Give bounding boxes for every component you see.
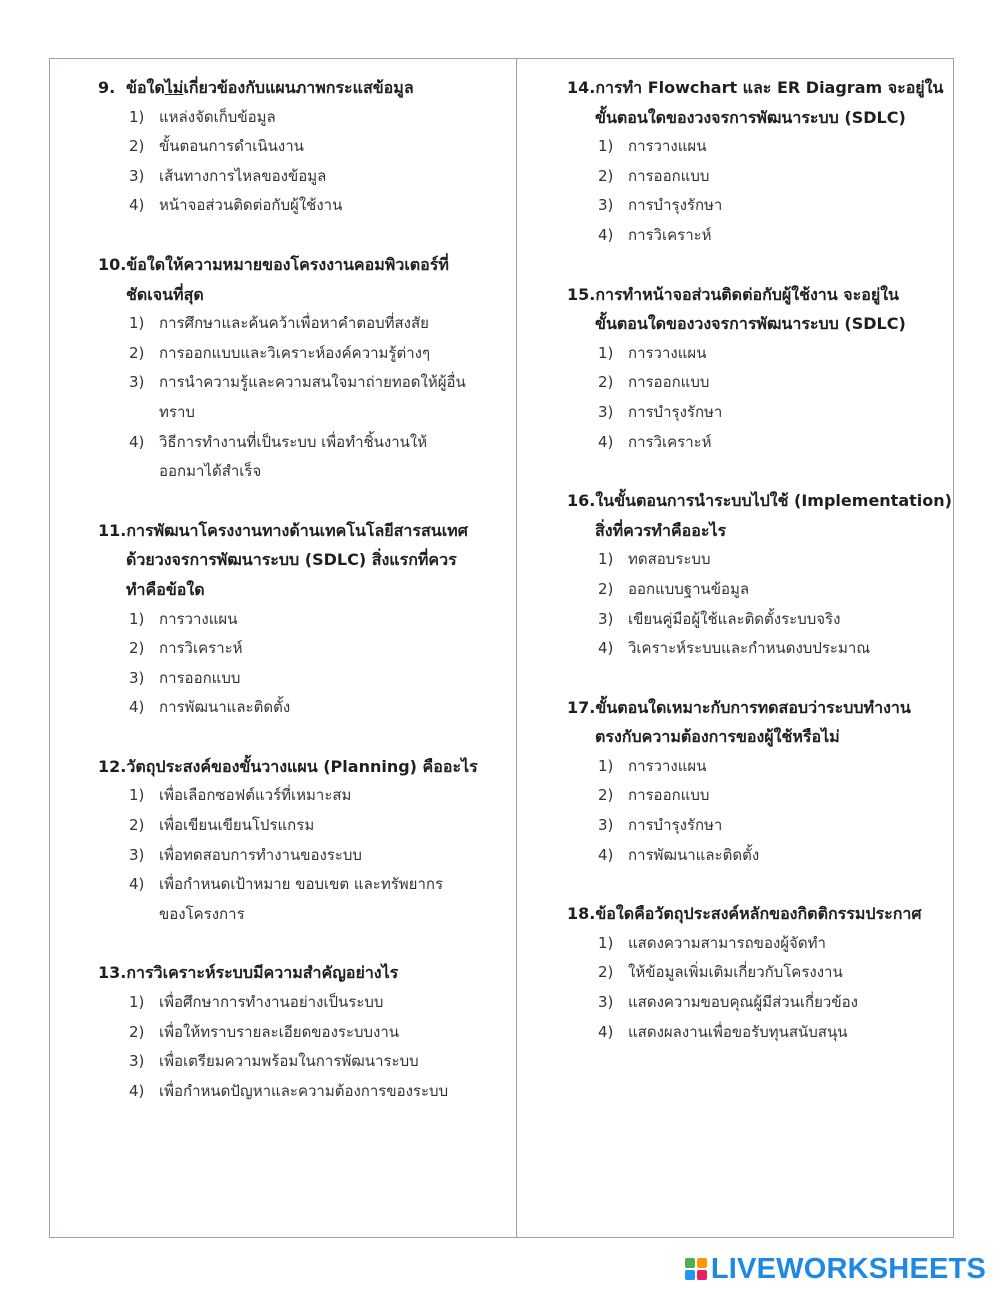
option-number: 4) <box>598 225 614 244</box>
answer-option <box>567 545 952 575</box>
answer-option <box>98 988 508 1018</box>
right-column <box>567 73 952 1076</box>
option-text: ขั้นตอนการดำเนินงาน <box>159 137 304 156</box>
question-title-line <box>567 722 952 752</box>
option-text: ออกแบบฐานข้อมูล <box>628 579 750 598</box>
option-number: 2) <box>129 816 145 835</box>
question-text: ชัดเจนที่สุด <box>126 284 204 304</box>
answer-option <box>98 870 508 900</box>
option-text: เพื่อเตรียมความพร้อมในการพัฒนาระบบ <box>159 1052 419 1071</box>
question-title-line <box>567 899 952 929</box>
question-number <box>567 516 595 546</box>
question-text: ขั้นตอนใดเหมาะกับการทดสอบว่าระบบทำงาน <box>595 697 911 717</box>
option-text: การวิเคราะห์ <box>628 432 712 451</box>
option-text: การออกแบบ <box>159 668 241 687</box>
option-text: การวิเคราะห์ <box>628 225 712 244</box>
answer-option <box>98 693 508 723</box>
question-number: 17. <box>567 697 596 717</box>
option-text: การวางแผน <box>159 609 238 628</box>
option-text: การพัฒนาและติดตั้ง <box>628 845 760 864</box>
answer-option <box>567 781 952 811</box>
question-10 <box>98 250 508 487</box>
question-12 <box>98 752 508 930</box>
answer-option <box>98 103 508 133</box>
option-number <box>129 398 159 428</box>
answer-options <box>98 309 508 487</box>
question-text: การทำ Flowchart และ ER Diagram จะอยู่ใน <box>595 78 944 97</box>
option-number: 4) <box>598 845 614 864</box>
option-text: เพื่อเขียนเขียนโปรแกรม <box>159 816 315 835</box>
question-number <box>567 309 595 339</box>
option-text: ทดสอบระบบ <box>628 550 711 569</box>
question-17 <box>567 693 952 871</box>
question-text: ขั้นตอนใดของวงจรการพัฒนาระบบ (SDLC) <box>595 107 906 127</box>
option-text: การวางแผน <box>628 137 707 156</box>
option-number: 2) <box>598 373 614 392</box>
answer-options <box>98 103 508 221</box>
question-text: ในขั้นตอนการนำระบบไปใช้ (Implementation) <box>595 491 952 511</box>
answer-option <box>98 428 508 458</box>
question-text: ด้วยวงจรการพัฒนาระบบ (SDLC) สิ่งแรกที่ควร <box>126 550 457 570</box>
option-text: ของโครงการ <box>159 904 245 923</box>
answer-option <box>567 191 952 221</box>
answer-option <box>98 457 508 487</box>
question-title-line <box>567 73 952 103</box>
question-title-line <box>567 103 952 133</box>
option-text: เส้นทางการไหลของข้อมูล <box>159 166 327 185</box>
option-number: 4) <box>129 698 145 717</box>
option-text: การนำความรู้และความสนใจมาถ่ายทอดให้ผู้อื่น <box>159 373 466 392</box>
question-title-line <box>98 752 508 782</box>
liveworksheets-logo-icon <box>685 1258 707 1280</box>
question-number: 12. <box>98 756 127 776</box>
question-text: ข้อใดไม่เกี่ยวข้องกับแผนภาพกระแสข้อมูล <box>126 78 414 97</box>
answer-option <box>567 634 952 664</box>
option-number: 3) <box>598 196 614 215</box>
logo-square <box>685 1270 695 1280</box>
left-column <box>98 73 508 1135</box>
option-number: 3) <box>598 993 614 1012</box>
answer-options <box>567 545 952 663</box>
question-title-line <box>567 516 952 546</box>
option-text: การออกแบบและวิเคราะห์องค์ความรู้ต่างๆ <box>159 343 431 362</box>
question-title-line <box>98 516 508 546</box>
option-number: 2) <box>129 1022 145 1041</box>
answer-option <box>98 664 508 694</box>
option-number: 1) <box>129 107 145 126</box>
answer-option <box>567 221 952 251</box>
answer-options <box>98 781 508 929</box>
option-text: แหล่งจัดเก็บข้อมูล <box>159 107 276 126</box>
answer-option <box>98 1077 508 1107</box>
question-title-line <box>98 73 508 103</box>
question-text: การวิเคราะห์ระบบมีความสำคัญอย่างไร <box>126 963 399 983</box>
option-number: 2) <box>129 639 145 658</box>
option-number: 1) <box>129 786 145 805</box>
answer-options <box>98 605 508 723</box>
option-number: 2) <box>598 579 614 598</box>
option-number <box>129 900 159 930</box>
question-number <box>98 575 126 605</box>
answer-option <box>567 162 952 192</box>
question-title-line <box>567 486 952 516</box>
question-text: ตรงกับความต้องการของผู้ใช้หรือไม่ <box>595 727 840 747</box>
liveworksheets-brand[interactable] <box>685 1252 986 1286</box>
answer-option <box>567 841 952 871</box>
question-number <box>567 722 595 752</box>
answer-option <box>567 958 952 988</box>
answer-option <box>98 309 508 339</box>
question-number: 18. <box>567 904 596 924</box>
option-text: เพื่อศึกษาการทำงานอย่างเป็นระบบ <box>159 993 384 1012</box>
option-number: 1) <box>598 756 614 775</box>
logo-square <box>685 1258 695 1268</box>
answer-option <box>98 811 508 841</box>
brand-wordmark: LIVEWORKSHEETS <box>710 1252 986 1285</box>
option-number: 4) <box>129 432 145 451</box>
option-number: 1) <box>129 609 145 628</box>
question-text: ขั้นตอนใดของวงจรการพัฒนาระบบ (SDLC) <box>595 314 906 334</box>
option-number: 2) <box>598 166 614 185</box>
question-title-line <box>567 309 952 339</box>
option-number: 1) <box>129 993 145 1012</box>
answer-option <box>98 191 508 221</box>
option-number: 4) <box>129 196 145 215</box>
option-text: แสดงผลงานเพื่อขอรับทุนสนับสนุน <box>628 1022 848 1041</box>
answer-option <box>567 575 952 605</box>
option-text: เพื่อทดสอบการทำงานของระบบ <box>159 845 362 864</box>
answer-option <box>98 398 508 428</box>
option-text: หน้าจอส่วนติดต่อกับผู้ใช้งาน <box>159 196 343 215</box>
option-text: เขียนคู่มือผู้ใช้และติดตั้งระบบจริง <box>628 609 841 628</box>
option-text: เพื่อกำหนดเป้าหมาย ขอบเขต และทรัพยากร <box>159 875 444 894</box>
answer-option <box>567 398 952 428</box>
question-18 <box>567 899 952 1047</box>
question-text: วัตถุประสงค์ของขั้นวางแผน (Planning) คืออะไร <box>126 756 478 776</box>
option-number: 2) <box>129 137 145 156</box>
logo-square <box>697 1258 707 1268</box>
option-text: วิเคราะห์ระบบและกำหนดงบประมาณ <box>628 639 871 658</box>
question-number: 15. <box>567 284 596 304</box>
question-number: 14. <box>567 78 596 97</box>
answer-option <box>98 339 508 369</box>
option-text: การพัฒนาและติดตั้ง <box>159 698 291 717</box>
option-text: การออกแบบ <box>628 166 710 185</box>
question-number <box>98 280 126 310</box>
question-number: 11. <box>98 520 127 540</box>
option-number: 3) <box>129 166 145 185</box>
question-title-line <box>567 693 952 723</box>
question-number: 13. <box>98 963 127 983</box>
option-number: 4) <box>598 639 614 658</box>
logo-square <box>697 1270 707 1280</box>
question-11 <box>98 516 508 723</box>
option-number: 3) <box>598 402 614 421</box>
question-title-line <box>98 280 508 310</box>
answer-option <box>567 339 952 369</box>
question-14 <box>567 73 952 251</box>
option-text: การบำรุงรักษา <box>628 816 723 835</box>
option-text: การวางแผน <box>628 756 707 775</box>
question-number: 16. <box>567 491 596 511</box>
option-text: แสดงความสามารถของผู้จัดทำ <box>628 933 826 952</box>
answer-options <box>567 339 952 457</box>
answer-options <box>567 929 952 1047</box>
question-text: ข้อใดให้ความหมายของโครงงานคอมพิวเตอร์ที่ <box>126 254 449 274</box>
option-number: 1) <box>598 550 614 569</box>
option-number: 4) <box>598 1022 614 1041</box>
option-text: การออกแบบ <box>628 786 710 805</box>
option-text: ให้ข้อมูลเพิ่มเติมเกี่ยวกับโครงงาน <box>628 963 843 982</box>
option-number: 3) <box>129 845 145 864</box>
answer-options <box>567 752 952 870</box>
option-number: 2) <box>129 343 145 362</box>
answer-option <box>98 900 508 930</box>
question-text: ทำคือข้อใด <box>126 579 205 599</box>
answer-option <box>98 1047 508 1077</box>
option-text: การบำรุงรักษา <box>628 402 723 421</box>
option-number: 1) <box>598 137 614 156</box>
question-text: ข้อใดคือวัตถุประสงค์หลักของกิตติกรรมประกาศ <box>595 904 922 924</box>
question-title-line <box>98 250 508 280</box>
option-number: 2) <box>598 963 614 982</box>
option-text: การออกแบบ <box>628 373 710 392</box>
question-text: สิ่งที่ควรทำคืออะไร <box>595 520 727 540</box>
question-16 <box>567 486 952 664</box>
option-number: 2) <box>598 786 614 805</box>
option-number: 3) <box>129 668 145 687</box>
question-title-line <box>98 575 508 605</box>
option-number: 4) <box>598 432 614 451</box>
answer-option <box>98 368 508 398</box>
option-number: 4) <box>129 875 145 894</box>
option-text: การศึกษาและค้นคว้าเพื่อหาคำตอบที่สงสัย <box>159 314 429 333</box>
option-text: เพื่อให้ทราบรายละเอียดของระบบงาน <box>159 1022 400 1041</box>
answer-option <box>567 988 952 1018</box>
answer-option <box>98 634 508 664</box>
question-text: การทำหน้าจอส่วนติดต่อกับผู้ใช้งาน จะอยู่ใน <box>595 284 899 304</box>
question-number: 10. <box>98 254 127 274</box>
option-text: วิธีการทำงานที่เป็นระบบ เพื่อทำชิ้นงานให้ <box>159 432 428 451</box>
question-number <box>98 545 126 575</box>
option-text: เพื่อเลือกซอฟต์แวร์ที่เหมาะสม <box>159 786 352 805</box>
option-text: ทราบ <box>159 402 195 421</box>
answer-option <box>98 162 508 192</box>
option-number <box>129 457 159 487</box>
answer-option <box>98 1018 508 1048</box>
answer-option <box>567 1018 952 1048</box>
option-number: 3) <box>129 373 145 392</box>
option-number: 1) <box>598 343 614 362</box>
question-text: การพัฒนาโครงงานทางด้านเทคโนโลยีสารสนเทศ <box>126 520 468 540</box>
answer-options <box>567 132 952 250</box>
option-text: การบำรุงรักษา <box>628 196 723 215</box>
answer-options <box>98 988 508 1106</box>
question-9 <box>98 73 508 221</box>
emphasis-underline: ไม่ <box>164 78 184 97</box>
answer-option <box>567 752 952 782</box>
question-number <box>567 103 595 133</box>
question-title-line <box>98 545 508 575</box>
option-text: การวิเคราะห์ <box>159 639 243 658</box>
question-13 <box>98 958 508 1106</box>
answer-option <box>567 811 952 841</box>
question-title-line <box>98 958 508 988</box>
option-number: 1) <box>598 933 614 952</box>
answer-option <box>567 368 952 398</box>
answer-option <box>567 132 952 162</box>
question-15 <box>567 280 952 458</box>
option-text: แสดงความขอบคุณผู้มีส่วนเกี่ยวข้อง <box>628 993 858 1012</box>
question-number: 9. <box>98 78 116 97</box>
option-text: ออกมาได้สำเร็จ <box>159 462 262 481</box>
answer-option <box>567 929 952 959</box>
answer-option <box>98 605 508 635</box>
answer-option <box>567 605 952 635</box>
answer-option <box>98 781 508 811</box>
question-title-line <box>567 280 952 310</box>
option-number: 3) <box>598 816 614 835</box>
column-divider <box>516 58 517 1238</box>
answer-option <box>567 428 952 458</box>
option-number: 1) <box>129 314 145 333</box>
answer-option <box>98 841 508 871</box>
option-number: 3) <box>598 609 614 628</box>
option-number: 4) <box>129 1081 145 1100</box>
option-text: การวางแผน <box>628 343 707 362</box>
answer-option <box>98 132 508 162</box>
option-text: เพื่อกำหนดปัญหาและความต้องการของระบบ <box>159 1081 449 1100</box>
option-number: 3) <box>129 1052 145 1071</box>
